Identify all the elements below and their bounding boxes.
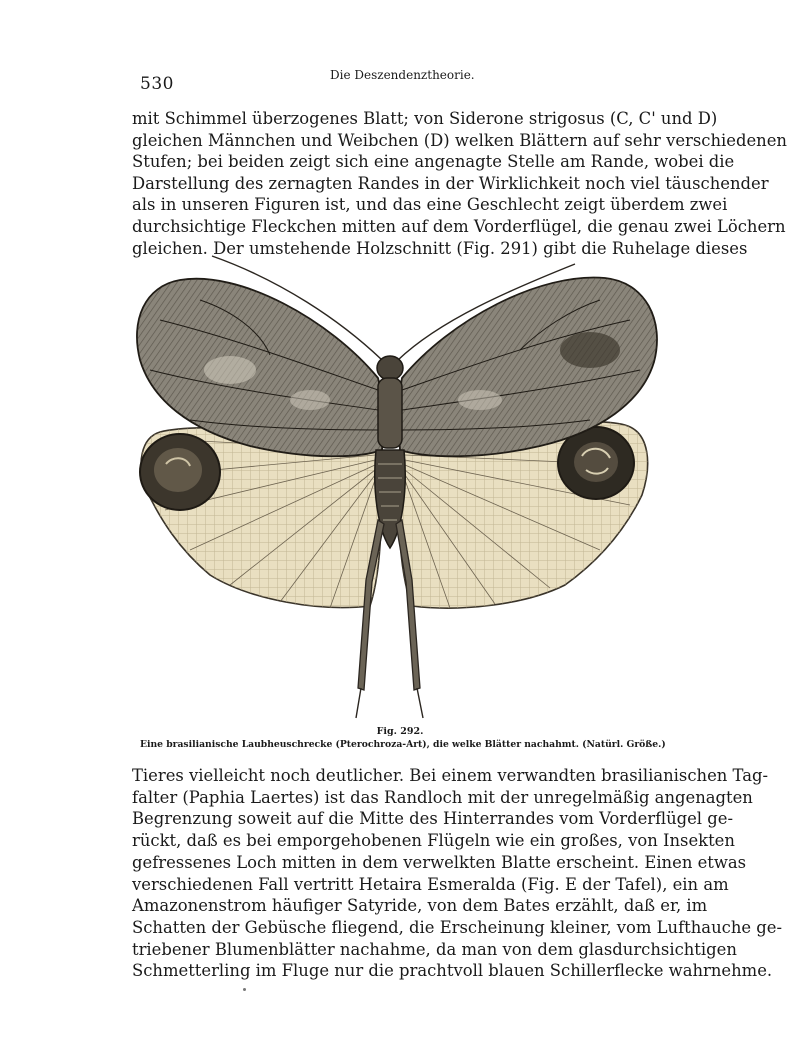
- figure-caption: Eine brasilianische Laubheuschrecke (Pterochroza-Art), die welke Blätter nachahmt. (Natürl. Größe.): [140, 739, 666, 750]
- text-line: gleichen Männchen und Weibchen (D) welken Blättern auf sehr verschiedenen: [132, 130, 787, 150]
- text-line: Tieres vielleicht noch deutlicher. Bei einem verwandten brasilianischen Tag-: [132, 766, 768, 785]
- text-line: verschiedenen Fall vertritt Hetaira Esmeralda (Fig. E der Tafel), ein am: [132, 874, 729, 894]
- paragraph-bottom: [132, 765, 783, 982]
- text-line: gefressenes Loch mitten in dem verwelkten Blatte erscheint. Einen etwas: [132, 852, 747, 872]
- print-speck: [243, 988, 246, 991]
- running-title: Die Deszendenztheorie.: [330, 68, 475, 82]
- text-line: mit Schimmel überzogenes Blatt; von Siderone strigosus (C, C' und D): [132, 109, 718, 128]
- text-line: Begrenzung soweit auf die Mitte des Hinterrandes vom Vorderflügel ge-: [132, 809, 733, 829]
- text-line: als in unseren Figuren ist, und das eine Geschlecht zeigt überdem zwei: [132, 195, 728, 215]
- text-line: Schatten der Gebüsche fliegend, die Erscheinung kleiner, vom Lufthauche ge-: [132, 917, 783, 937]
- insect-body: [375, 356, 405, 548]
- figure-label: Fig. 292.: [376, 726, 424, 737]
- paragraph-top: [132, 108, 787, 259]
- text-line: durchsichtige Fleckchen mitten auf dem Vorderflügel, die genau zwei Löchern: [132, 216, 786, 236]
- text-line: Darstellung des zernagten Randes in der Wirklichkeit noch viel täuschender: [132, 173, 769, 193]
- text-line: triebener Blumenblätter nachahme, da man von dem glasdurchsichtigen: [132, 939, 737, 959]
- text-line: Stufen; bei beiden zeigt sich eine angenagte Stelle am Rande, wobei die: [132, 152, 735, 172]
- text-line: Schmetterling im Fluge nur die prachtvoll blauen Schillerflecke wahrnehme.: [132, 961, 773, 981]
- text-line: Amazonenstrom häufiger Satyride, von dem Bates erzählt, daß er, im: [132, 896, 708, 916]
- page-header: [140, 68, 660, 94]
- text-line: falter (Paphia Laertes) ist das Randloch mit der unregelmäßig angenagten: [132, 787, 753, 807]
- text-line: rückt, daß es bei emporgehobenen Flügeln wie ein großes, von Insekten: [132, 831, 735, 851]
- insect-illustration: [120, 250, 680, 720]
- page-number: 530: [140, 74, 174, 94]
- text-line: gleichen. Der umstehende Holzschnitt (Fig. 291) gibt die Ruhelage dieses: [132, 238, 748, 258]
